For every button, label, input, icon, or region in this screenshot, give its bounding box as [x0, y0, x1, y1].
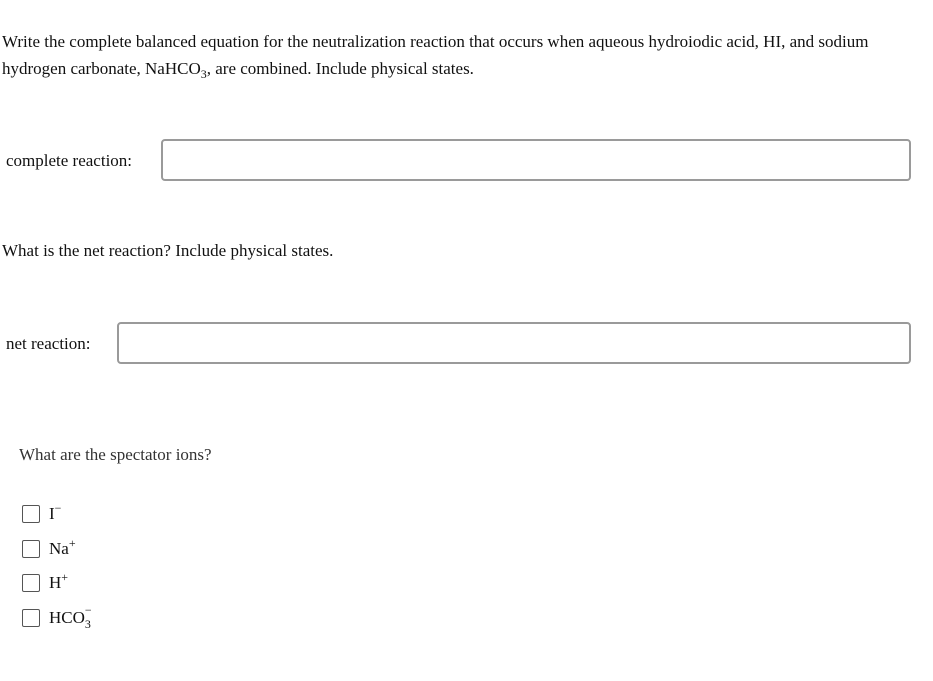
checkbox-sodium[interactable]	[22, 540, 40, 558]
net-reaction-label: net reaction:	[6, 334, 91, 353]
checkbox-bicarbonate[interactable]	[22, 609, 40, 627]
option-label-iodide: I−	[49, 501, 62, 523]
question-line-2-subscript: 3	[200, 67, 207, 81]
spectator-option-hydrogen[interactable]	[22, 570, 69, 593]
option-label-hydrogen: H+	[49, 570, 69, 592]
spectator-option-bicarbonate[interactable]	[22, 603, 93, 631]
option-label-bicarbonate: HCO − 3	[49, 603, 92, 631]
question-prompt	[2, 28, 927, 82]
spectator-option-sodium[interactable]	[22, 536, 76, 559]
complete-reaction-input[interactable]	[161, 139, 911, 181]
checkbox-iodide[interactable]	[22, 505, 40, 523]
complete-reaction-label: complete reaction:	[6, 151, 133, 170]
checkbox-hydrogen[interactable]	[22, 574, 40, 592]
question-line-1: Write the complete balanced equation for the neutralization reaction that occurs when aqueous hydroiodic acid, HI, and sodium	[2, 32, 869, 51]
spectator-ions-question: What are the spectator ions?	[19, 445, 212, 464]
question-line-2-start: hydrogen carbonate, NaHCO	[2, 59, 201, 78]
question-line-2-end: , are combined. Include physical states.	[206, 59, 474, 78]
spectator-option-iodide[interactable]	[22, 501, 62, 524]
net-reaction-input[interactable]	[117, 322, 911, 364]
option-label-sodium: Na+	[49, 536, 76, 558]
net-reaction-question: What is the net reaction? Include physical states.	[2, 241, 334, 260]
